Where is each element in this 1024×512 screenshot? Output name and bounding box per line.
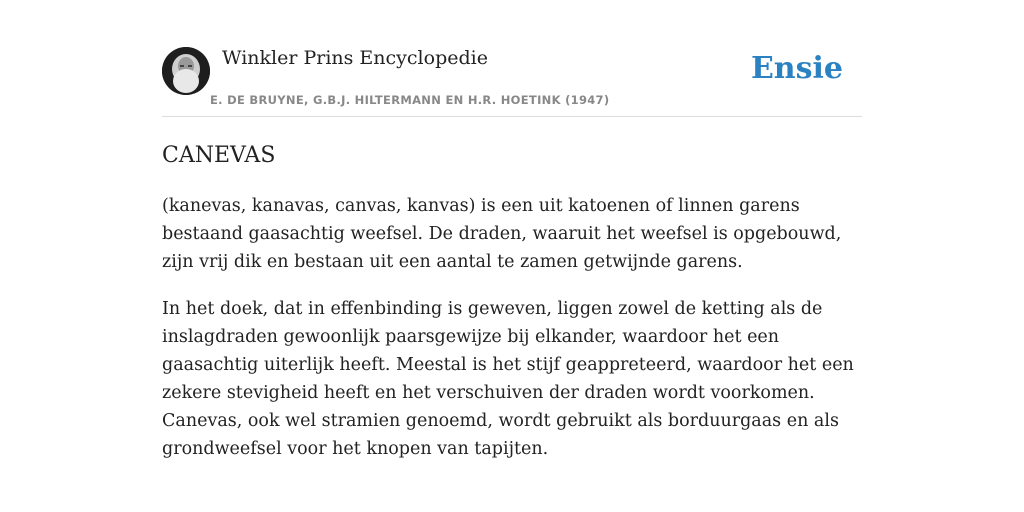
brand-logo[interactable]: Ensie xyxy=(750,51,843,86)
author-avatar xyxy=(162,47,210,95)
entry-paragraph: (kanevas, kanavas, canvas, kanvas) is een uit katoenen of linnen garens bestaand gaasachtig weefsel. De draden, waaruit het weefsel is opgebouwd, zijn vrij dik en bestaan uit een aantal te zamen getwijnde garens. xyxy=(162,196,842,272)
page xyxy=(162,0,862,459)
authors-line: E. DE BRUYNE, G.B.J. HILTERMANN EN H.R. HOETINK (1947) xyxy=(210,93,610,107)
site-title[interactable]: Winkler Prins Encyclopedie xyxy=(222,47,488,69)
entry-paragraph: In het doek, dat in effenbinding is geweven, liggen zowel de ketting als de inslagdraden gewoonlijk paarsgewijze bij elkander, waardoor het een gaasachtig uiterlijk heeft. Meestal is het stijf geappreteerd, waardoor het een zekere stevigheid heeft en het verschuiven der draden wordt voorkomen. Canevas, ook wel stramien genoemd, wordt gebruikt als borduurgaas en als grondweefsel voor het knopen van tapijten. xyxy=(162,299,854,459)
author-portrait-image xyxy=(162,47,210,95)
entry-body xyxy=(162,192,862,482)
entry-title: CANEVAS xyxy=(162,143,276,168)
header xyxy=(162,0,862,117)
